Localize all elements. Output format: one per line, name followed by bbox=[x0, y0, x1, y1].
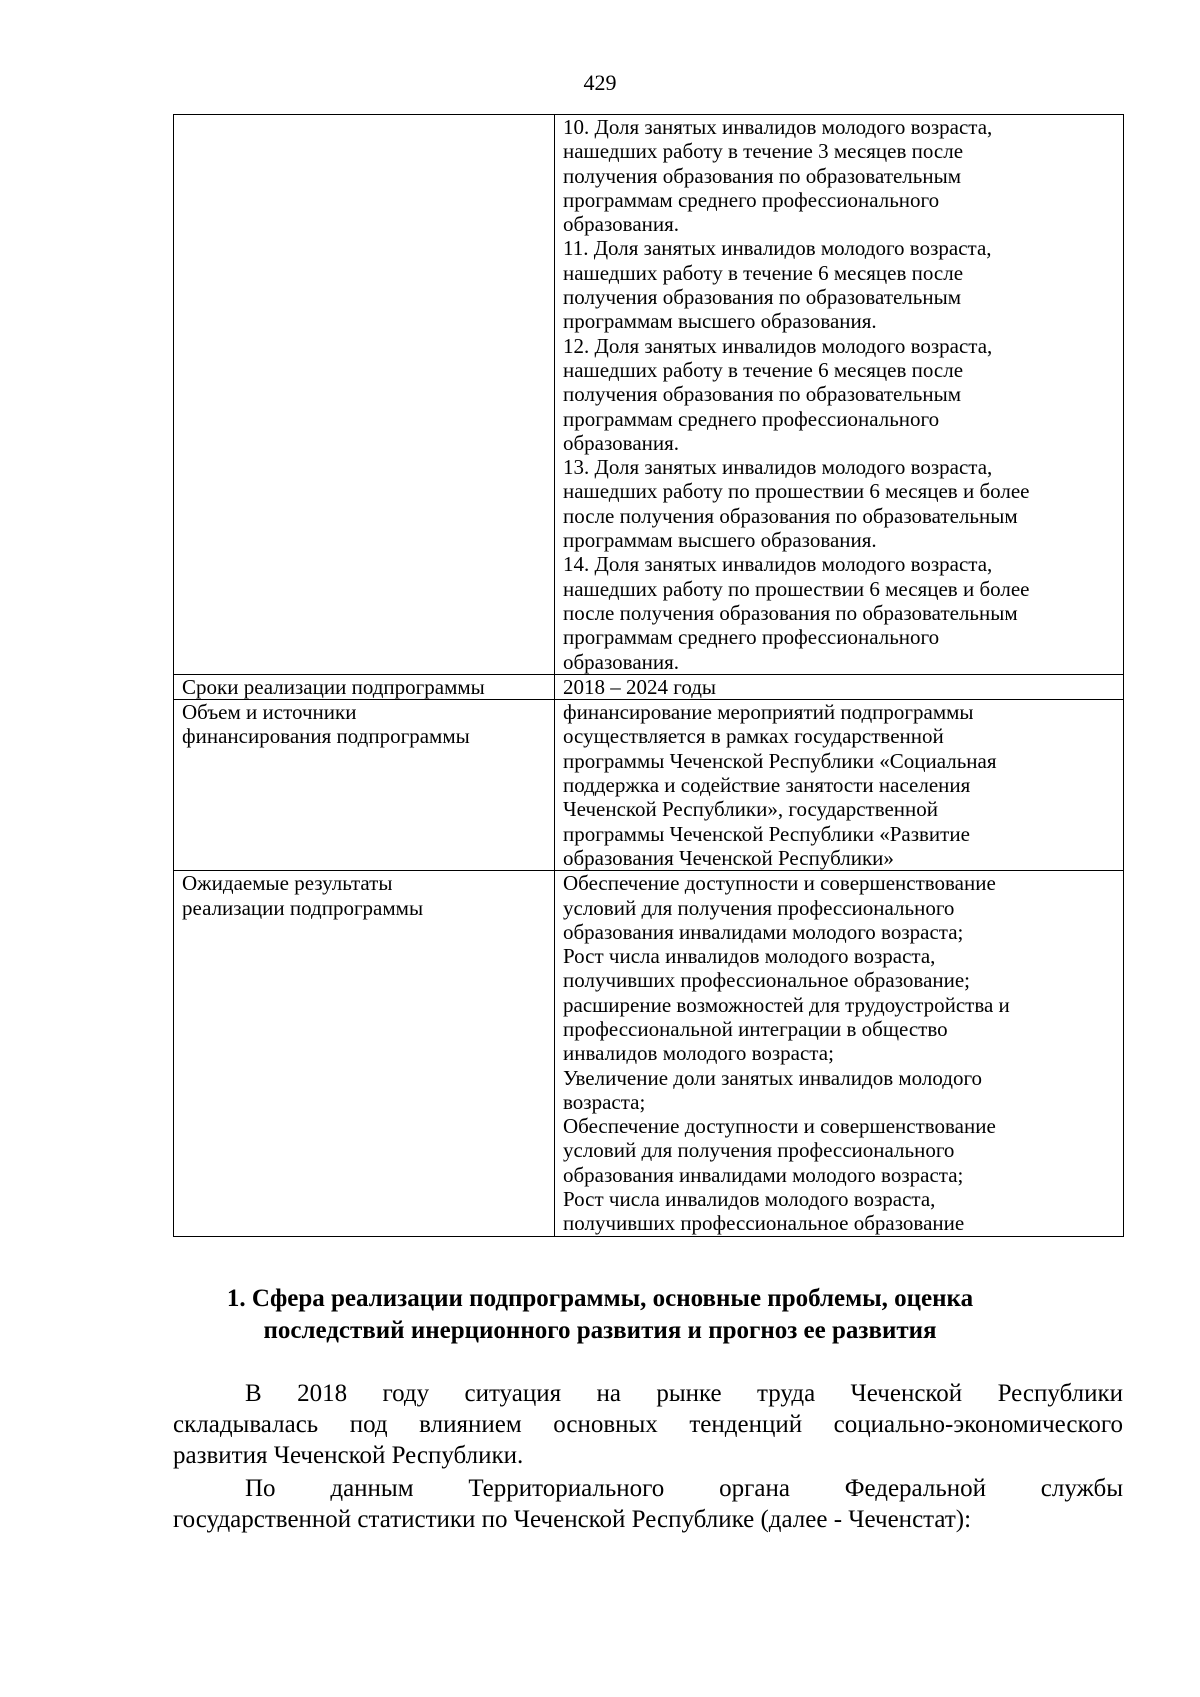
cell-line: 12. Доля занятых инвалидов молодого возраста, bbox=[563, 333, 993, 358]
cell-line: Увеличение доли занятых инвалидов молодого bbox=[563, 1065, 983, 1090]
cell-line: образования. bbox=[563, 649, 680, 674]
body-paragraph bbox=[173, 1378, 1123, 1471]
cell-line: Рост числа инвалидов молодого возраста, bbox=[563, 1187, 936, 1212]
section-heading-line: 1. Сфера реализации подпрограммы, основные проблемы, оценка bbox=[226, 1285, 974, 1312]
cell-line: 10. Доля занятых инвалидов молодого возраста, bbox=[563, 115, 993, 139]
cell-line: условий для получения профессионального bbox=[563, 1138, 955, 1163]
table-row bbox=[174, 115, 1124, 675]
cell-line: образования инвалидами молодого возраста; bbox=[563, 1162, 964, 1187]
paragraph-line: В 2018 году ситуация на рынке труда Чеченской Республики bbox=[245, 1380, 1123, 1407]
label-cell bbox=[174, 674, 555, 699]
cell-line: после получения образования по образовательным bbox=[563, 600, 1018, 625]
cell-line: условий для получения профессионального bbox=[563, 895, 955, 920]
cell-line: Объем и источники bbox=[182, 700, 357, 725]
cell-line: Сроки реализации подпрограммы bbox=[182, 674, 485, 699]
value-cell bbox=[555, 700, 1124, 871]
cell-line: образования инвалидами молодого возраста; bbox=[563, 919, 964, 944]
cell-line: Рост числа инвалидов молодого возраста, bbox=[563, 944, 936, 969]
cell-line: Ожидаемые результаты bbox=[182, 871, 393, 896]
cell-line: финансирование мероприятий подпрограммы bbox=[563, 700, 974, 725]
cell-line: после получения образования по образовательным bbox=[563, 503, 1018, 528]
cell-line: программам среднего профессионального bbox=[563, 187, 940, 212]
paragraph-line: государственной статистики по Чеченской Республике (далее - Чеченстат): bbox=[173, 1506, 972, 1533]
cell-line: получения образования по образовательным bbox=[563, 382, 962, 407]
cell-line: Обеспечение доступности и совершенствование bbox=[563, 871, 996, 896]
cell-line: образования. bbox=[563, 212, 680, 237]
paragraph-line: развития Чеченской Республики. bbox=[173, 1442, 524, 1469]
cell-line: получивших профессиональное образование bbox=[563, 1211, 965, 1236]
subprogram-passport-table bbox=[173, 114, 1124, 1237]
value-cell bbox=[555, 674, 1124, 699]
body-paragraph bbox=[173, 1473, 1123, 1535]
cell-line: нашедших работу в течение 6 месяцев после bbox=[563, 357, 964, 382]
page-number: 429 bbox=[583, 70, 617, 95]
table-row bbox=[174, 700, 1124, 871]
table-row bbox=[174, 871, 1124, 1236]
cell-line: получивших профессиональное образование; bbox=[563, 968, 971, 993]
cell-line: реализации подпрограммы bbox=[182, 895, 424, 920]
cell-line: поддержка и содействие занятости населения bbox=[563, 773, 971, 798]
label-cell bbox=[174, 115, 555, 675]
cell-line: Чеченской Республики», государственной bbox=[563, 797, 939, 822]
cell-line: нашедших работу в течение 3 месяцев после bbox=[563, 139, 964, 164]
cell-line: инвалидов молодого возраста; bbox=[563, 1041, 834, 1066]
cell-line: образования. bbox=[563, 430, 680, 455]
value-cell bbox=[555, 871, 1124, 1236]
section-heading-line: последствий инерционного развития и прогноз ее развития bbox=[263, 1317, 937, 1344]
cell-line: программам высшего образования. bbox=[563, 309, 877, 334]
cell-line: 13. Доля занятых инвалидов молодого возраста, bbox=[563, 455, 993, 480]
cell-line: получения образования по образовательным bbox=[563, 163, 962, 188]
cell-line: 2018 – 2024 годы bbox=[563, 674, 717, 699]
cell-line: 14. Доля занятых инвалидов молодого возраста, bbox=[563, 552, 993, 577]
cell-line: 11. Доля занятых инвалидов молодого возраста, bbox=[563, 236, 992, 261]
cell-line: нашедших работу по прошествии 6 месяцев и более bbox=[563, 479, 1030, 504]
table-row bbox=[174, 674, 1124, 699]
paragraph-line: складывалась под влиянием основных тенденций социально-экономического bbox=[173, 1411, 1123, 1438]
cell-line: нашедших работу в течение 6 месяцев после bbox=[563, 260, 964, 285]
cell-line: Обеспечение доступности и совершенствование bbox=[563, 1114, 996, 1139]
cell-line: программы Чеченской Республики «Социальная bbox=[563, 748, 997, 773]
cell-line: осуществляется в рамках государственной bbox=[563, 724, 944, 749]
label-cell bbox=[174, 871, 555, 1236]
cell-line: профессиональной интеграции в общество bbox=[563, 1016, 948, 1041]
cell-line: программы Чеченской Республики «Развитие bbox=[563, 821, 970, 846]
cell-line: возраста; bbox=[563, 1089, 646, 1114]
label-cell bbox=[174, 700, 555, 871]
value-cell bbox=[555, 115, 1124, 675]
cell-line: финансирования подпрограммы bbox=[182, 724, 470, 749]
cell-line: программам среднего профессионального bbox=[563, 625, 940, 650]
section-heading bbox=[0, 1283, 1200, 1347]
cell-line: расширение возможностей для трудоустройства и bbox=[563, 992, 1010, 1017]
cell-line: получения образования по образовательным bbox=[563, 285, 962, 310]
paragraph-line: По данным Территориального органа Федеральной службы bbox=[245, 1475, 1123, 1502]
cell-line: программам высшего образования. bbox=[563, 528, 877, 553]
cell-line: образования Чеченской Республики» bbox=[563, 845, 894, 870]
cell-line: нашедших работу по прошествии 6 месяцев и более bbox=[563, 576, 1030, 601]
cell-line: программам среднего профессионального bbox=[563, 406, 940, 431]
